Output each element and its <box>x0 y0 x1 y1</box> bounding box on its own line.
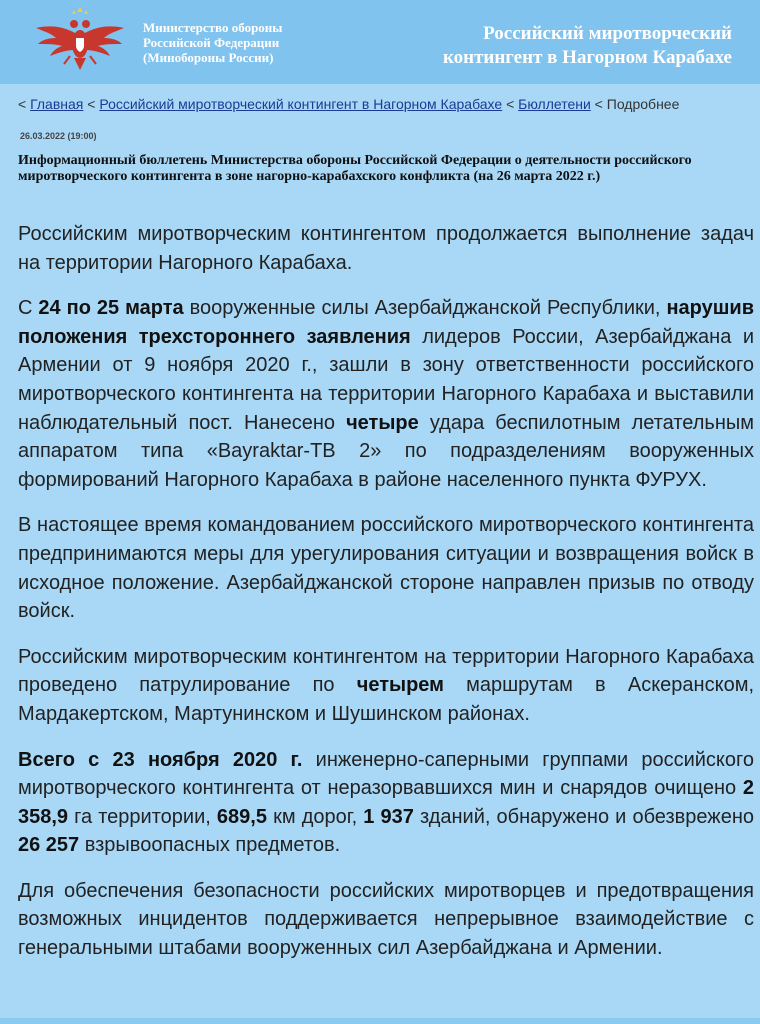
breadcrumb-separator: < <box>590 96 607 112</box>
contingent-line-1: Российский миротворческий <box>483 23 732 44</box>
bold-text: 26 257 <box>18 834 80 857</box>
ministry-line-1: Министерство обороны <box>143 20 283 35</box>
breadcrumb-separator: < <box>502 96 519 112</box>
text-run: маршрутам в Аскеранском, Мардакертском, Мартунинском и Шушинском районах. <box>18 674 754 725</box>
text-run: удара беспилотным летательным аппаратом типа «Bayraktar-ТВ 2» по подразделениям вооруженных формирований Нагорного Карабаха в районе населенного пункта ФУРУХ. <box>18 411 754 491</box>
contingent-title <box>443 22 732 70</box>
bold-text: четыре <box>346 411 419 434</box>
bold-text: нарушив положения трехстороннего заявления <box>18 297 755 348</box>
breadcrumb <box>18 96 679 112</box>
text-run: зданий, обнаружено и обезврежено <box>413 805 754 828</box>
ministry-line-2: Российской Федерации <box>143 35 280 50</box>
text-run: инженерно-саперными группами российского миротворческого контингента от неразорвавшихся мин и снарядов очищено <box>18 748 754 800</box>
bulletin-date: 26.03.2022 (19:00) <box>20 131 97 141</box>
bulletin-content <box>18 220 754 980</box>
breadcrumb-separator: < <box>18 96 31 112</box>
bold-text: 2 358,9 <box>18 777 754 828</box>
paragraph-3: В настоящее время командованием российского миротворческого контингента предпринимаются меры для урегулирования ситуации и возвращения войск в исходное положение. Азербайджанской стороне направлен призыв по отводу войск. <box>18 514 754 623</box>
breadcrumb-link-contingent[interactable]: Российский миротворческий контингент в Нагорном Карабахе <box>99 96 503 112</box>
bulletin-title: Информационный бюллетень Министерства обороны Российской Федерации о деятельности российского миротворческого контингента в зоне нагорно-карабахского конфликта (на 26 марта 2022 г.) <box>18 153 692 184</box>
bold-text: четырем <box>356 674 444 697</box>
paragraph-2 <box>18 294 754 494</box>
site-header <box>0 0 760 84</box>
text-run: вооруженные силы Азербайджанской Республики, <box>183 297 667 320</box>
paragraph-4 <box>18 643 754 729</box>
text-run: га территории, <box>68 805 217 828</box>
paragraph-6: Для обеспечения безопасности российских миротворцев и предотвращения возможных инцидентов поддерживается непрерывное взаимодействие с генеральными штабами вооруженных сил Азербайджана и Армении. <box>18 879 754 960</box>
bold-text: Всего с 23 ноября 2020 г. <box>18 748 303 771</box>
breadcrumb-current: Подробнее <box>606 96 680 112</box>
text-run: Российским миротворческим контингентом на территории Нагорного Карабаха проведено патрулирование по <box>18 645 754 697</box>
bold-text: 1 937 <box>363 805 414 828</box>
contingent-line-2: контингент в Нагорном Карабахе <box>442 47 732 68</box>
ministry-name[interactable] <box>143 20 282 65</box>
footer-strip <box>0 1018 760 1024</box>
text-run: км дорог, <box>266 805 364 828</box>
breadcrumb-link-bulletins[interactable]: Бюллетени <box>518 96 591 112</box>
text-run: лидеров России, Азербайджана и Армении от 9 ноября 2020 г., зашли в зону ответственности российского миротворческого контингента на территории Нагорного Карабаха и выставили наблюдательный пост. Нанесено <box>18 325 754 434</box>
text-run: С <box>18 297 39 320</box>
bold-text: 24 по 25 марта <box>38 297 184 320</box>
breadcrumb-link-home[interactable]: Главная <box>30 96 84 112</box>
breadcrumb-separator: < <box>83 96 100 112</box>
bold-text: 689,5 <box>216 805 267 828</box>
double-headed-eagle-emblem-icon[interactable] <box>32 6 128 74</box>
paragraph-1: Российским миротворческим контингентом продолжается выполнение задач на территории Нагорного Карабаха. <box>18 223 754 274</box>
ministry-line-3: (Минобороны России) <box>143 50 274 65</box>
text-run: взрывоопасных предметов. <box>79 834 341 857</box>
paragraph-5 <box>18 746 754 860</box>
